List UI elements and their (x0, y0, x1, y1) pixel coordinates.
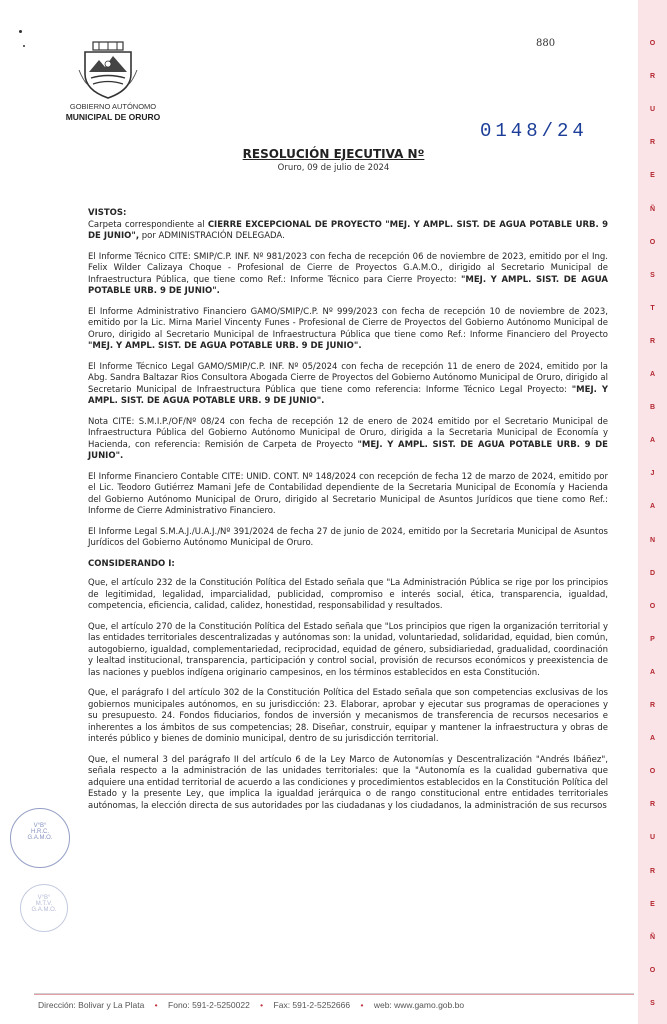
org-name-line2: MUNICIPAL DE ORURO (65, 112, 161, 122)
side-bar-letter: O (649, 602, 656, 610)
stray-mark (23, 45, 25, 47)
side-bar-letter: R (649, 73, 656, 81)
org-name-line1: GOBIERNO AUTÓNOMO (69, 102, 157, 111)
side-bar-letter: E (650, 172, 655, 180)
approval-stamp: V°B° H.R.C. G.A.M.O. (10, 808, 70, 868)
side-bar-letter: O (649, 40, 656, 47)
side-bar-letter: A (649, 437, 656, 445)
side-bar-letter: P (650, 635, 655, 643)
side-bar-letter: D (649, 569, 656, 577)
paragraph: Que, el artículo 270 de la Constitución Política del Estado señala que "Los principios que rigen la organización territorial y las entidades territoriales descentralizadas y autónomas son: la unidad, voluntariedad, solidaridad, equidad, bien común, autogobierno, igualdad, complementariedad, reciprocidad, equidad de género, subsidiariedad, gradualidad, coordinación y lealtad institucional, transparencia, participación y control social, provisión de recursos económicos y preexistencia de las naciones y pueblos indígena originario campesinos, en los términos establecidos en esta Constitución. (88, 621, 608, 678)
stray-mark (19, 30, 22, 33)
paragraph: Que, el numeral 3 del parágrafo II del artículo 6 de la Ley Marco de Autonomías y Descentralización "Andrés Ibáñez", señala respecto a la administración de las unidades territoriales: que la "Autonomía es la cualidad gubernativa que adquiere una entidad territorial de acuerdo a las condiciones y procedimientos establecidos en la Constitución Política del Estado y la presente Ley, que implica la igualdad jerárquica o de rango constitucional entre entidades territoriales autónomas, la elección directa de sus autoridades por las ciudadanas y los ciudadanos, la administración de sus recursos (88, 754, 608, 811)
footer-separator: • (360, 1000, 364, 1010)
side-bar-letter: O (649, 768, 656, 776)
paragraph: Que, el artículo 232 de la Constitución Política del Estado señala que "La Administración Pública se rige por los principios de legitimidad, legalidad, imparcialidad, publicidad, compromiso e interés social, ética, transparencia, igualdad, competencia, eficiencia, calidad, calidez, honestidad, responsabilidad y resultados. (88, 578, 608, 611)
section-heading-considerando: CONSIDERANDO I: (88, 558, 175, 569)
side-bar-letter: A (649, 503, 656, 511)
side-bar-letter: J (650, 470, 655, 478)
footer-address: Dirección: Bolivar y La Plata (38, 1000, 145, 1010)
paragraph: Carpeta correspondiente al CIERRE EXCEPCIONAL DE PROYECTO "MEJ. Y AMPL. SIST. DE AGUA POTABLE URB. 9 DE JUNIO", por ADMINISTRACIÓN DELEGADA. (88, 219, 608, 241)
document-date: Oruro, 09 de julio de 2024 (277, 163, 390, 173)
side-bar-letter: S (650, 1000, 655, 1007)
approval-stamp: V°B° M.T.V. G.A.M.O. (20, 884, 68, 932)
side-bar-letter: A (649, 735, 656, 743)
side-bar-letter: R (649, 867, 656, 875)
side-bar-letter: R (649, 139, 656, 147)
side-bar-letter: T (650, 304, 655, 312)
resolution-number-stamp: 0148/24 (480, 120, 588, 142)
side-slogan-bar (638, 0, 667, 1024)
side-bar-letter: B (649, 404, 656, 412)
paragraph: El Informe Administrativo Financiero GAMO/SMIP/C.P. Nº 999/2023 con fecha de recepción 10 de noviembre de 2023, emitido por la Lic. Mirna Mariel Vincenty Funes - Profesional de Cierre de Proyectos del Gobierno Autónomo Municipal de Oruro, dirigido al Secretario Municipal de Infraestructura Pública que tiene como Ref.: Informe Financiero del Proyecto "MEJ. Y AMPL. SIST. DE AGUA POTABLE URB. 9 DE JUNIO". (88, 306, 608, 351)
page-title: RESOLUCIÓN EJECUTIVA Nº (242, 147, 425, 161)
footer (38, 1000, 472, 1010)
municipal-logo (77, 40, 139, 100)
side-bar-letter: Ñ (649, 933, 656, 941)
side-bar-letter: O (649, 238, 656, 246)
paragraph: Nota CITE: S.M.I.P./OF/Nº 08/24 con fecha de recepción 12 de enero de 2024 emitido por el Secretario Municipal de Infraestructura Pública del Gobierno Autónomo Municipal de Oruro, dirigida a la Secretaria Municipal de Economía y Hacienda, con referencia: Remisión de Carpeta de Proyecto "MEJ. Y AMPL. SIST. DE AGUA POTABLE URB. 9 DE JUNIO". (88, 416, 608, 461)
paragraph: El Informe Técnico CITE: SMIP/C.P. INF. Nº 981/2023 con fecha de recepción 06 de noviembre de 2023, emitido por el Ing. Felix Wilder Calizaya Choque - Profesional de Cierre de Proyectos G.A.M.O., dirigido al Secretario Municipal de Infraestructura Pública, que tiene como Ref.: Informe Técnico para Cierre Proyecto: "MEJ. Y AMPL. SIST. DE AGUA POTABLE URB. 9 DE JUNIO". (88, 251, 608, 296)
paragraph: El Informe Técnico Legal GAMO/SMIP/C.P. INF. Nº 05/2024 con fecha de recepción 11 de enero de 2024, emitido por la Abg. Sandra Baltazar Rios Consultora Abogada Cierre de Proyectos del Gobierno Autónomo Municipal de Oruro, dirigido al Secretario Municipal de Infraestructura Pública que tiene como referencia: Informe Técnico Legal Proyecto: "MEJ. Y AMPL. SIST. DE AGUA POTABLE URB. 9 DE JUNIO". (88, 361, 608, 406)
section-heading-vistos: VISTOS: (88, 208, 127, 218)
side-bar-letter: A (649, 668, 656, 676)
side-bar-letter: R (649, 337, 656, 345)
side-bar-letter: R (649, 801, 656, 809)
side-bar-letter: S (650, 271, 655, 279)
paragraph: El Informe Financiero Contable CITE: UNID. CONT. Nº 148/2024 con recepción de fecha 12 de marzo de 2024, emitido por el Lic. Teodoro Gutiérrez Mamani Jefe de Contabilidad dependiente de la Secretaria Municipal de Economía y Hacienda del Gobierno Autónomo Municipal de Oruro, dirigido al Secretario Municipal de Asuntos Jurídicos que tiene como Ref.: Informe de Cierre Administrativo Financiero. (88, 471, 608, 516)
side-bar-letter: U (649, 834, 656, 842)
side-bar-letter: N (649, 536, 656, 544)
footer-separator: • (154, 1000, 158, 1010)
side-bar-letter: O (649, 966, 656, 974)
footer-fax: Fax: 591-2-5252666 (273, 1000, 351, 1010)
footer-divider (34, 994, 634, 995)
document-body (88, 208, 608, 821)
paragraph: Que, el parágrafo I del artículo 302 de la Constitución Política del Estado señala que son competencias exclusivas de los gobiernos municipales autónomos, en su jurisdicción: 23. Elaborar, aprobar y ejecutar sus programas de operaciones y su presupuesto. 24. Fondos fiduciarios, fondos de inversión y mecanismos de transferencia de recursos necesarios e inherentes a los ámbitos de sus competencias; 28. Diseñar, construir, equipar y mantener la infraestructura y obras de interés público y bienes de dominio municipal, dentro de su jurisdicción territorial. (88, 688, 608, 744)
paragraph: El Informe Legal S.M.A.J./U.A.J./Nº 391/2024 de fecha 27 de junio de 2024, emitido por la Secretaria Municipal de Asuntos Jurídicos del Gobierno Autónomo Municipal de Oruro. (88, 526, 608, 548)
footer-separator: • (260, 1000, 264, 1010)
footer-phone: Fono: 591-2-5250022 (168, 1000, 250, 1010)
side-bar-letter: Ñ (649, 205, 656, 213)
side-bar-letter: R (649, 702, 656, 710)
side-bar-letter: E (650, 900, 655, 908)
side-bar-letter: A (649, 371, 656, 379)
side-bar-letter: U (649, 106, 656, 114)
page-number: 880 (536, 38, 556, 49)
footer-web: web: www.gamo.gob.bo (373, 1000, 465, 1010)
